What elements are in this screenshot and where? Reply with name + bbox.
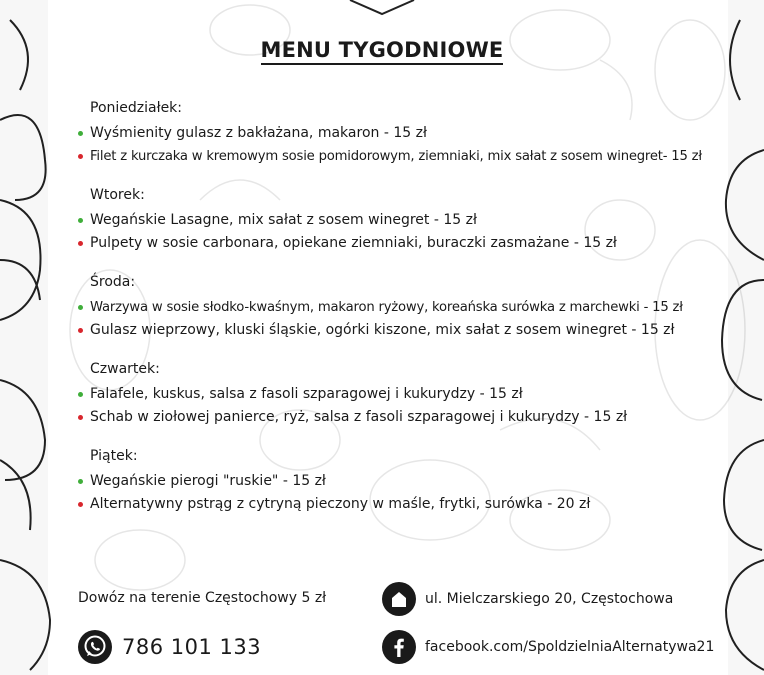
facebook-url: facebook.com/SpoldzielniaAlternatywa21 — [425, 639, 715, 655]
dish-item: Schab w ziołowej panierce, ryż, salsa z fasoli szparagowej i kukurydzy - 15 zł — [78, 406, 718, 429]
day-wednesday — [78, 272, 718, 342]
phone-contact[interactable] — [78, 630, 261, 664]
dish-item: Filet z kurczaka w kremowym sosie pomidorowym, ziemniaki, mix sałat z sosem winegret- 15 zł — [78, 145, 718, 168]
green-bullet-icon — [78, 305, 83, 310]
dish-item: Warzywa w sosie słodko-kwaśnym, makaron ryżowy, koreańska surówka z marchewki - 15 zł — [78, 296, 718, 319]
day-monday — [78, 98, 718, 168]
weekly-menu — [78, 98, 718, 533]
dish-item: Falafele, kuskus, salsa z fasoli szparagowej i kukurydzy - 15 zł — [78, 383, 718, 406]
day-name: Poniedziałek: — [90, 100, 183, 116]
red-bullet-icon — [78, 502, 83, 507]
green-bullet-icon — [78, 479, 83, 484]
dish-item: Alternatywny pstrąg z cytryną pieczony w maśle, frytki, surówka - 20 zł — [78, 493, 718, 516]
page-title: MENU TYGODNIOWE — [0, 38, 764, 62]
delivery-info: Dowóz na terenie Częstochowy 5 zł — [78, 590, 327, 606]
facebook-link[interactable] — [382, 630, 714, 664]
day-name: Piątek: — [90, 448, 138, 464]
dish-item: Wegańskie pierogi "ruskie" - 15 zł — [78, 470, 718, 493]
green-bullet-icon — [78, 392, 83, 397]
dish-item: Pulpety w sosie carbonara, opiekane ziemniaki, buraczki zasmażane - 15 zł — [78, 232, 718, 255]
day-tuesday — [78, 185, 718, 255]
phone-number: 786 101 133 — [122, 635, 262, 659]
address-contact — [382, 582, 673, 616]
day-name: Wtorek: — [90, 187, 145, 203]
dish-item: Wyśmienity gulasz z bakłażana, makaron - 15 zł — [78, 122, 718, 145]
home-icon — [382, 582, 416, 616]
day-thursday — [78, 359, 718, 429]
red-bullet-icon — [78, 328, 83, 333]
address-text: ul. Mielczarskiego 20, Częstochowa — [425, 591, 674, 607]
day-name: Czwartek: — [90, 361, 160, 377]
facebook-icon — [382, 630, 416, 664]
red-bullet-icon — [78, 415, 83, 420]
red-bullet-icon — [78, 154, 83, 159]
day-name: Środa: — [90, 274, 136, 290]
dish-item: Gulasz wieprzowy, kluski śląskie, ogórki kiszone, mix sałat z sosem winegret - 15 zł — [78, 319, 718, 342]
day-friday — [78, 446, 718, 516]
whatsapp-icon — [78, 630, 112, 664]
dish-item: Wegańskie Lasagne, mix sałat z sosem winegret - 15 zł — [78, 209, 718, 232]
green-bullet-icon — [78, 131, 83, 136]
red-bullet-icon — [78, 241, 83, 246]
green-bullet-icon — [78, 218, 83, 223]
